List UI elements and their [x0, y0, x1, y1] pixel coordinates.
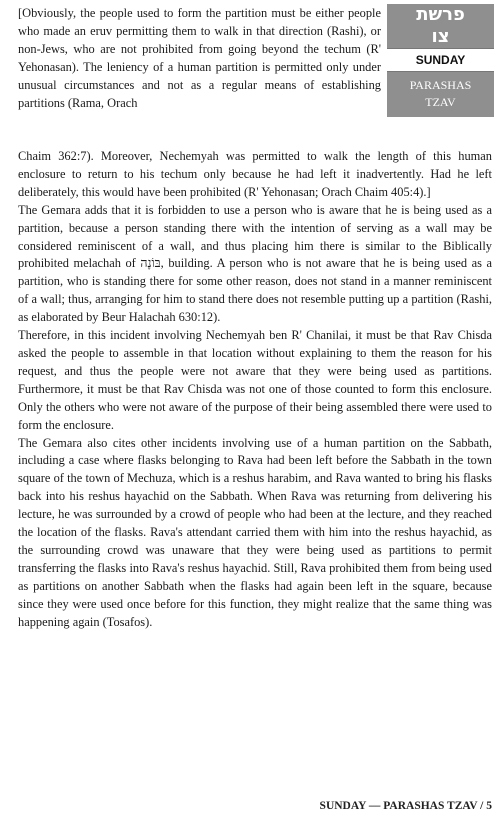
hebrew-line-1: פרשת — [416, 3, 465, 25]
parasha-box — [387, 4, 494, 117]
hebrew-line-2: צו — [431, 25, 450, 47]
parashas-line-2: TZAV — [425, 95, 456, 109]
paragraph-1-end: Chaim 362:7). Moreover, Nechemyah was permitted to walk the length of this human enclosure to return to his techum only because he had left it inadvertently. Had he left deliberately, this would have been prohibited (R' Yehonasan; Orach Chaim 405:4).] — [18, 149, 492, 199]
paragraph-4: The Gemara also cites other incidents involving use of a human partition on the Sabbath, including a case where flasks belonging to Rava had been left before the Sabbath in the town square of the town of Mechuza, which is a reshus harabim, and Rava wanted to bring his flasks back into his reshus hayachid on the Sabbath. When Rava was returning from delivering his lecture, he was surrounded by a crowd of people who had been at the lecture, and they reached the location of the flasks. Rava's attendant carried them with him into the reshus hayachid, as the surrounding crowd was unaware that they were being used as partitions to permit transferring the flasks into Rava's reshus hayachid. Still, Rava prohibited them from being used as partitions on another Sabbath when the flasks had again been left in the square, because since they were used once before for this function, they might realize that the same thing was happening again (Tosafos). — [18, 435, 492, 629]
hebrew-parasha-title — [387, 4, 494, 48]
main-column — [18, 148, 492, 631]
paragraph-1-start: [Obviously, the people used to form the partition must be either people who made an eruv permitting them to walk in that direction (Rashi), or non-Jews, who are not prohibited from going beyond the techum (R' Yehonasan). The leniency of a human partition is permitted only under unusual circumstances and not as a regular means of establishing partitions (Rama, Orach — [18, 6, 381, 110]
parashas-line-1: PARASHAS — [409, 78, 472, 92]
parashas-label — [387, 72, 494, 117]
narrow-column — [18, 5, 381, 112]
page-footer: SUNDAY — PARASHAS TZAV / 5 — [319, 800, 492, 812]
paragraph-2: The Gemara adds that it is forbidden to use a person who is aware that he is being used as a partition, because a person standing there with the intention of serving as a wall may be considered reminiscent of a wall, and thus placing him there is similar to the Biblically prohibited melachah of בּוֹנֶה, building. A person who is not aware that he is being used as a partition, who is standing there for some other reason, does not stand in a manner reminiscent of a wall; thus, arranging for him to stand there does not resemble putting up a partition (Rashi, as elaborated by Beur Halachah 630:12). — [18, 202, 493, 325]
day-label: SUNDAY — [387, 48, 494, 72]
paragraph-3: Therefore, in this incident involving Nechemyah ben R' Chanilai, it must be that Rav Chisda asked the people to assemble in that location without explaining to them the reason for his request, and thus the people were not aware that they were being used as partitions. Furthermore, it must be that Rav Chisda was not one of those counted to form this enclosure. Only the others who were not aware of the purpose of their being assembled there were used to form the enclosure. — [18, 328, 492, 432]
